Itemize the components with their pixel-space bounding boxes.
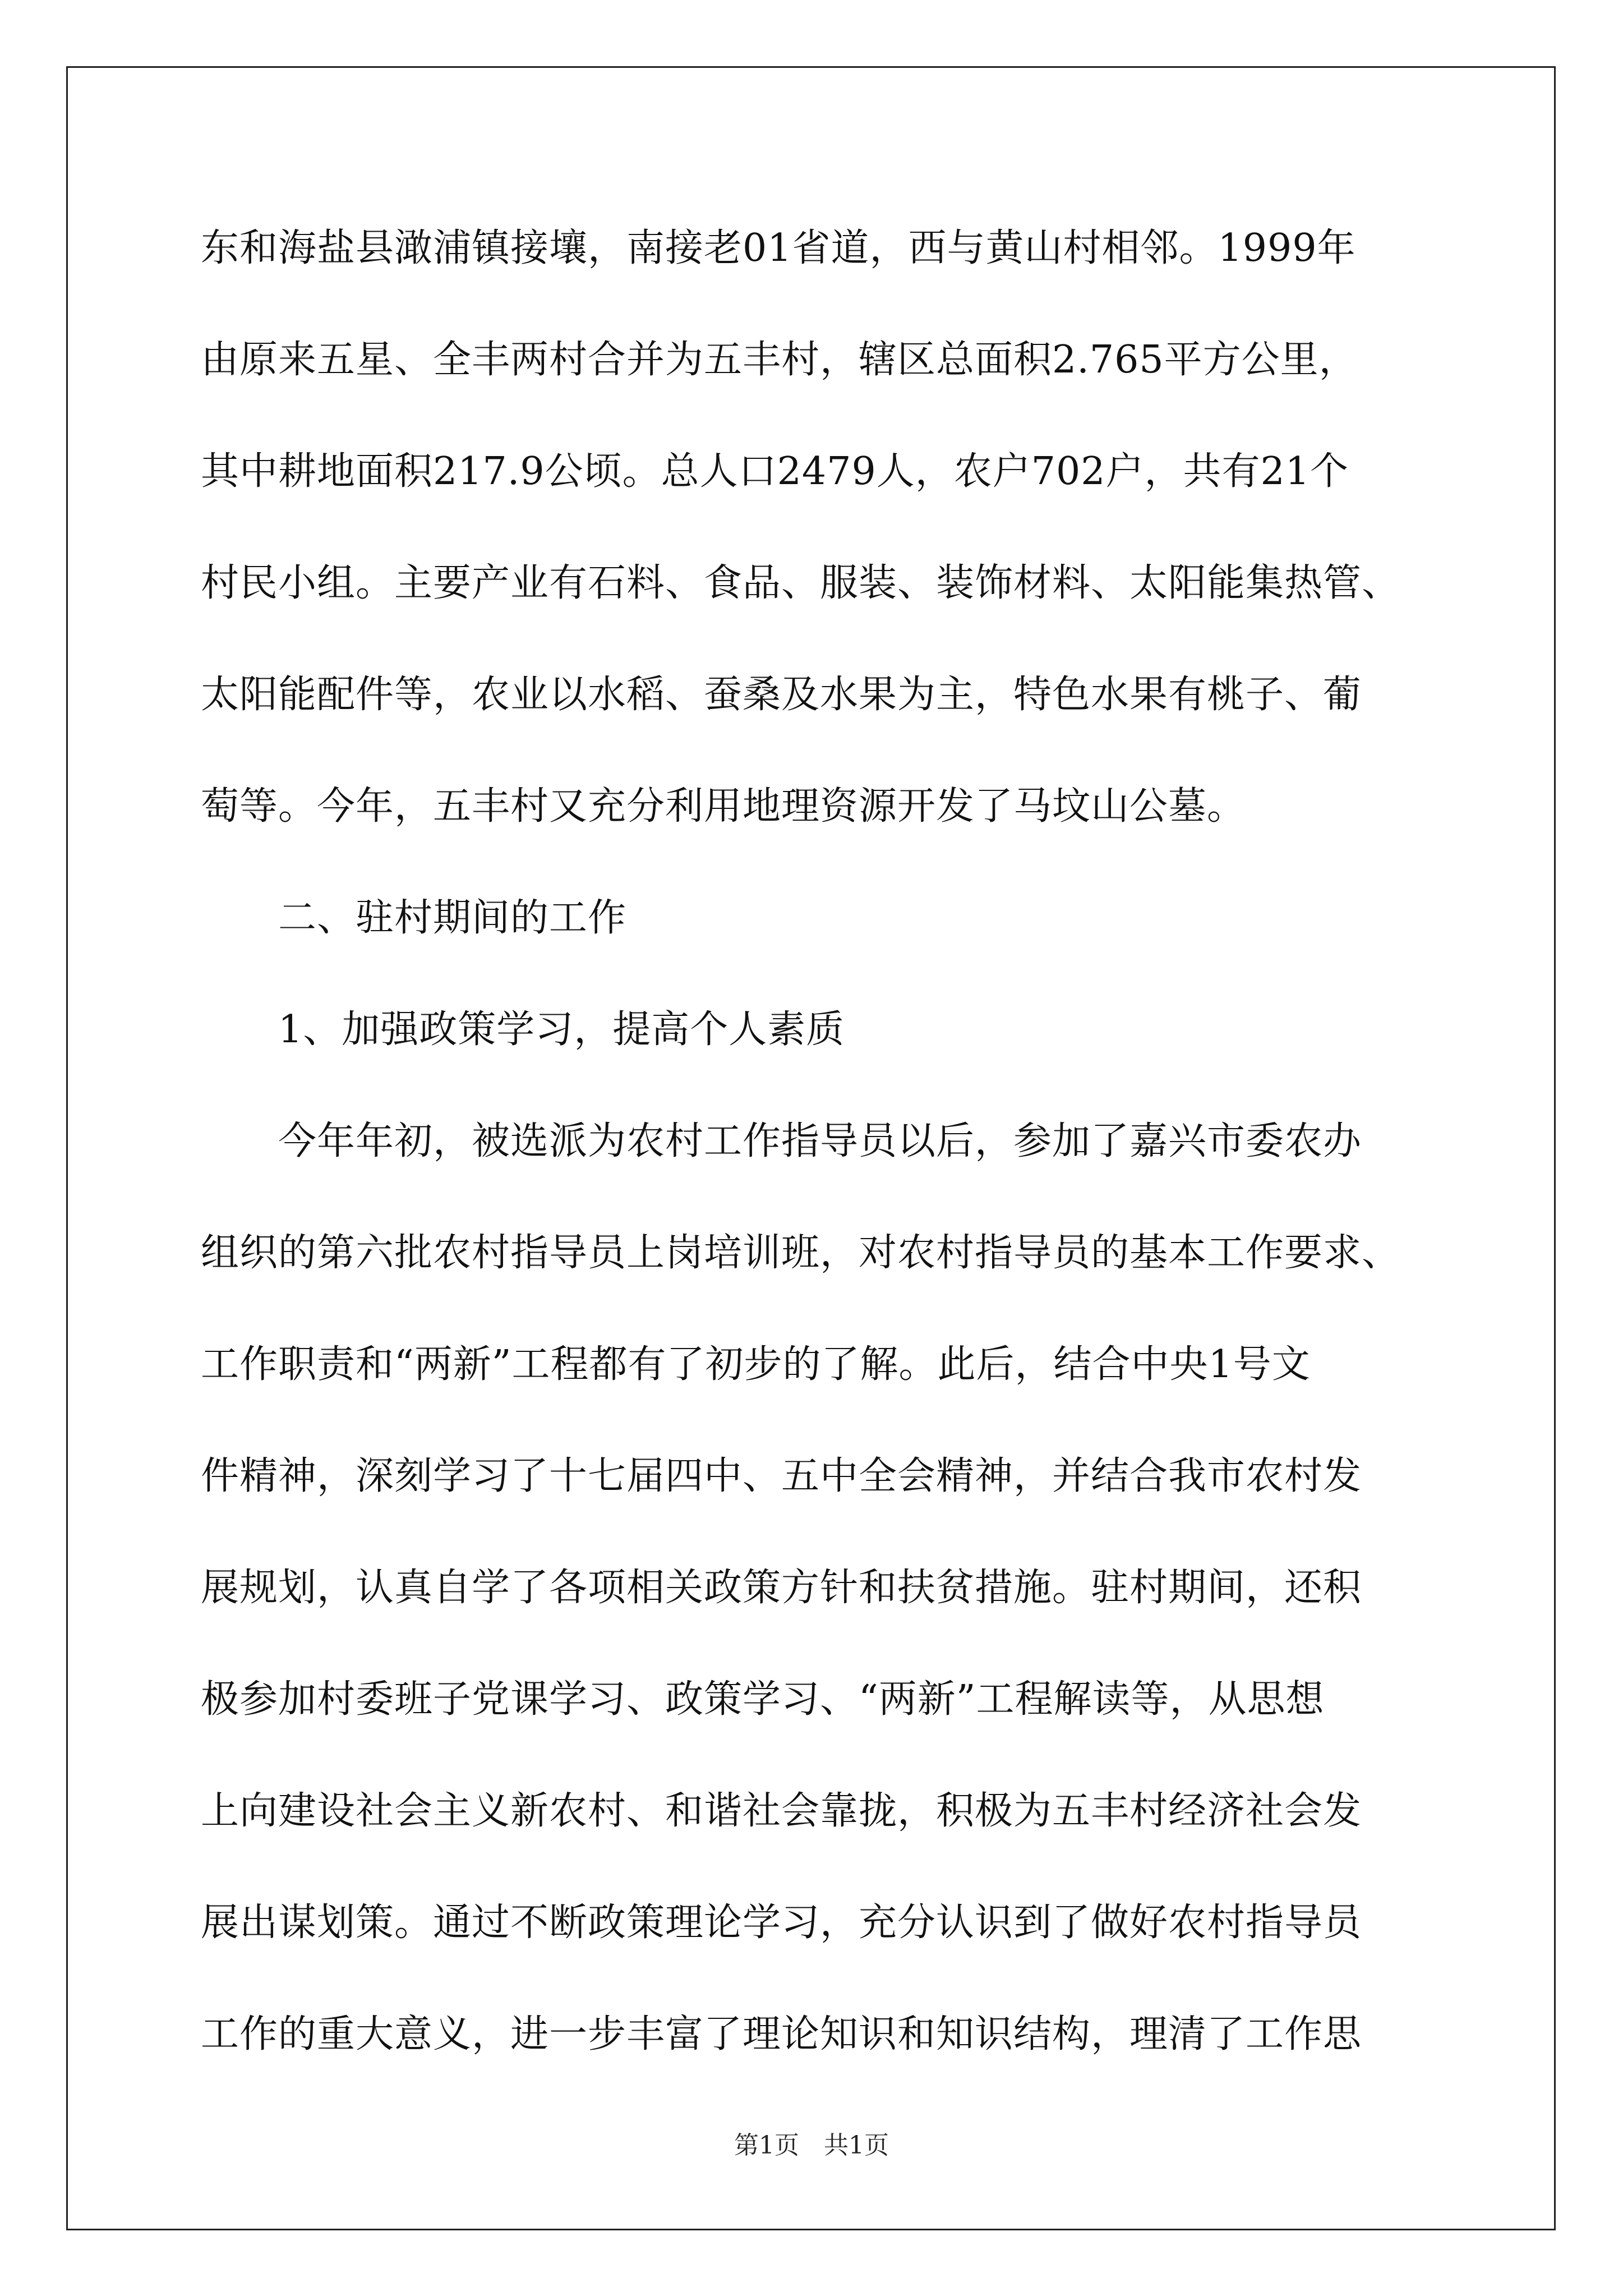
- section-heading: 二、驻村期间的工作: [201, 896, 627, 940]
- body-line-3: 其中耕地面积217.9公顷。总人口2479人，农户702户，共有21个: [201, 449, 1349, 494]
- body-line-2: 由原来五星、全丰两村合并为五丰村，辖区总面积2.765平方公里，: [201, 338, 1358, 382]
- body-line-17: 工作的重大意义，进一步丰富了理论知识和知识结构，理清了工作思: [201, 2012, 1362, 2056]
- body-line-1: 东和海盐县澉浦镇接壤，南接老01省道，西与黄山村相邻。1999年: [201, 226, 1356, 270]
- body-line-11: 工作职责和“两新”工程都有了初步的了解。此后，结合中央1号文: [201, 1342, 1311, 1387]
- page-number: 第1页 共1页: [734, 2131, 889, 2160]
- body-line-4: 村民小组。主要产业有石料、食品、服装、装饰材料、太阳能集热管、: [201, 561, 1401, 605]
- body-line-14: 极参加村委班子党课学习、政策学习、“两新”工程解读等，从思想: [201, 1677, 1325, 1722]
- body-line-16: 展出谋划策。通过不断政策理论学习，充分认识到了做好农村指导员: [201, 1901, 1362, 1945]
- body-line-15: 上向建设社会主义新农村、和谐社会靠拢，积极为五丰村经济社会发: [201, 1789, 1362, 1833]
- body-line-9: 今年年初，被选派为农村工作指导员以后，参加了嘉兴市委农办: [201, 1119, 1362, 1163]
- subsection-heading: 1、加强政策学习，提高个人素质: [201, 1007, 845, 1052]
- body-line-10: 组织的第六批农村指导员上岗培训班，对农村指导员的基本工作要求、: [201, 1231, 1401, 1275]
- body-line-12: 件精神，深刻学习了十七届四中、五中全会精神，并结合我市农村发: [201, 1454, 1362, 1498]
- body-line-5: 太阳能配件等，农业以水稻、蚕桑及水果为主，特色水果有桃子、葡: [201, 673, 1362, 717]
- body-line-6: 萄等。今年，五丰村又充分利用地理资源开发了马坟山公墓。: [201, 784, 1246, 829]
- body-line-13: 展规划，认真自学了各项相关政策方针和扶贫措施。驻村期间，还积: [201, 1566, 1362, 1610]
